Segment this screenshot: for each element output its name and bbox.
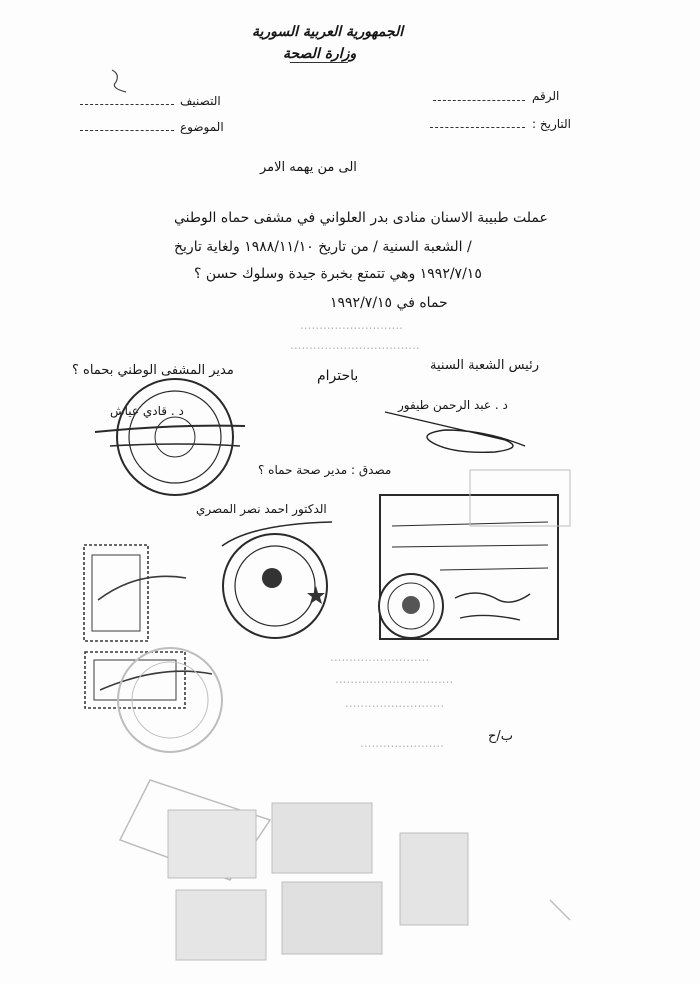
certification-line: مصدق : مدير صحة حماه ؟ [258,463,392,477]
faint-bleed-text: ...................... [360,736,444,750]
faint-bleed-text: ............................... [335,672,454,686]
round-stamp-hospital [95,379,245,495]
handwritten-mark [112,70,126,92]
ministry-header: وزارة الصحة [283,46,357,62]
revenue-stamp-lower [85,652,212,708]
body-line-3: ١٩٩٢/٧/١٥ وهي تتمتع بخبرة جيدة وسلوك حسن ؟ [194,266,482,282]
salutation: الى من يهمه الامر [260,160,357,175]
faint-bleed-text: .................................. [290,338,420,352]
body-line-1: عملت طبيبة الاسنان منادى بدر العلواني في مشفى حماه الوطني [174,210,548,226]
classification-label: التصنيف [180,94,221,108]
faint-bleed-text: .......................... [345,696,445,710]
faint-bleed-text: .......................... [330,650,430,664]
subject-label: الموضوع [180,120,224,134]
body-line-4: حماه في ١٩٩٢/٧/١٥ [330,295,448,311]
revenue-stamp-upper [84,545,186,641]
signature-abdulrahman [385,412,525,452]
footer-initials: ب/ح [488,729,514,744]
health-director-name: الدكتور احمد نصر المصري [196,502,327,516]
faint-bleed-text: ........................... [300,318,403,332]
head-of-section-title: رئيس الشعبة السنية [430,358,539,373]
hospital-director-title: مدير المشفى الوطني بحماه ؟ [72,363,234,378]
legalization-stamp-box [379,495,558,639]
dr-qadi-name: د . قادي عياش [110,404,184,418]
round-stamp-health-directorate [222,522,332,638]
dr-abdulrahman-name: د . عبد الرحمن طيفور [398,398,508,412]
country-header: الجمهورية العربية السورية [252,24,404,40]
number-label: الرقم [532,89,560,103]
with-respect: باحترام [317,368,359,384]
body-line-2: / الشعبة السنية / من تاريخ ١٩٨٨/١١/١٠ ولغاية تاريخ [174,239,472,255]
faint-ghost-stamps [118,470,570,960]
date-label: التاريخ : [532,117,572,131]
